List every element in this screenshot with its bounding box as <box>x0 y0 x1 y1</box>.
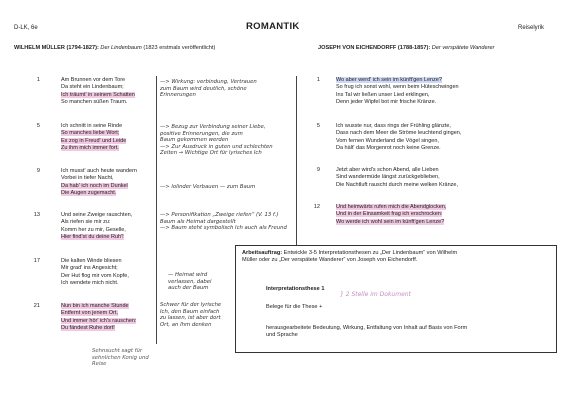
note-line: —> Wirkung: verbindung, Vertrauen <box>160 79 257 85</box>
method-line: und Sprache <box>266 332 298 339</box>
note-line: verlassen, dabei <box>168 278 212 285</box>
verse-line: Und in der Einsamkeit frag ich erschrocken: <box>336 211 443 218</box>
verse-line: Da steht ein Lindenbaum; <box>61 84 124 91</box>
note-line: auch der Baum <box>168 285 209 292</box>
verse-line: Als riefen sie mir zu: <box>61 219 111 226</box>
verse-line: Ich wusste nur, dass rings der Frühling glänzte, <box>336 123 451 129</box>
line-number: 12 <box>313 204 320 210</box>
verse-line: Da hält' das Morgenrot noch keine Grenze. <box>336 145 441 152</box>
verse-line: Du fändest Ruhe dort! <box>61 325 115 332</box>
line-number: 1 <box>316 77 320 83</box>
note-line: — Heimat wird <box>168 272 208 278</box>
page-title: ROMANTIK <box>246 21 300 32</box>
note-line: —> Personifikation „Zweige riefen“ (V. 13 f.) <box>160 212 279 218</box>
line-number: 1 <box>36 77 40 83</box>
stanza <box>336 204 446 226</box>
stanza <box>61 212 132 242</box>
note-line: Zeiten → Wichtige Ort für lyrisches Ich <box>160 150 262 157</box>
annotation-divider-left <box>156 76 157 344</box>
handwritten-note <box>92 348 149 368</box>
stanza <box>61 123 126 153</box>
handwritten-note <box>168 272 212 292</box>
verse-line: Mir grad' ins Angesicht; <box>61 265 118 272</box>
task-text <box>242 250 554 265</box>
left-poem-heading <box>14 45 215 51</box>
verse-line: Ich musst' auch heute wandern <box>61 168 137 174</box>
note-line: —> Bezug zur Verbindung seiner Liebe, <box>160 124 266 130</box>
note-line: Erinnerungen <box>160 92 196 99</box>
right-poem-title: Der verspätete Wanderer <box>431 45 495 51</box>
task-text-line: Müller oder zu „Der verspätete Wanderer“ von Joseph von Eichendorff. <box>242 257 418 264</box>
line-number: 17 <box>33 258 40 264</box>
handwritten-hint: } 2 Stelle im Dokument <box>340 291 411 298</box>
left-poem-note: (1823 erstmals veröffentlicht) <box>143 45 216 51</box>
note-line: —> Baum steht symbolisch Ich auch als Freund <box>160 225 287 232</box>
verse-line: Sind wandermüde längst zurückgeblieben, <box>336 174 440 181</box>
task-box <box>235 245 557 353</box>
line-number: 9 <box>316 167 320 173</box>
note-line: Sehnsucht sagt für <box>92 348 143 354</box>
left-poem-title: Der Lindenbaum <box>100 45 142 51</box>
stanza <box>61 258 129 288</box>
line-number: 13 <box>33 212 40 218</box>
line-number: 5 <box>316 123 320 129</box>
handwritten-note <box>160 212 287 232</box>
right-poem-heading <box>318 45 494 51</box>
handwritten-note <box>160 302 221 328</box>
note-line: —> Zur Ausdruck in guten und schlechten <box>160 143 273 150</box>
course-label: D-LK, 6e <box>14 25 38 31</box>
verse-line: So frug ich sonst wohl, wenn beim Hüteschwingen <box>336 84 459 91</box>
note-line: Schwer für der lyrische <box>160 302 222 308</box>
verse-line: Ich wendete mich nicht. <box>61 280 119 287</box>
verse-line: So manches liebe Wort; <box>61 130 120 137</box>
stanza <box>61 77 135 107</box>
stanza <box>61 303 136 333</box>
stanza <box>61 168 137 198</box>
note-line: positive Erinnerungen, die zum <box>160 130 243 137</box>
verse-line: Die Augen zugemacht. <box>61 190 117 197</box>
verse-line: Die kalten Winde bliesen <box>61 258 122 264</box>
verse-line: Zu ihm mich immer fort. <box>61 145 119 152</box>
verse-line: Ins Tal wir ließen unser Lied erklingen, <box>336 91 430 98</box>
verse-line: Ich schnitt in seine Rinde <box>61 123 123 129</box>
line-number: 5 <box>36 123 40 129</box>
task-text-line: Entwickle 3-5 Interpretationsthesen zu „Der Lindenbaum“ von Wilhelm <box>283 250 458 256</box>
note-line: —> lolinder Verbauen — zum Baum <box>160 184 256 190</box>
verse-line: Dass nach dem Meer die Ströme leuchtend gingen, <box>336 130 462 137</box>
handwritten-note <box>160 79 257 99</box>
verse-line: Am Brunnen vor dem Tore <box>61 77 126 83</box>
note-line: Ort, an Ihm denken <box>160 321 212 328</box>
note-line: sehnlichen Konig und <box>92 354 149 361</box>
verse-line: Vorbei in tiefer Nacht, <box>61 175 114 182</box>
verse-line: Wo werde ich wohl sein im künft'gen Lenze? <box>336 218 445 225</box>
verse-line: Denn jeder Wipfel bot mir frische Kränze. <box>336 99 437 106</box>
stanza <box>336 123 461 153</box>
method-text <box>266 325 467 340</box>
task-label: Arbeitsauftrag: <box>242 250 283 256</box>
verse-line: So manchen süßen Traum. <box>61 99 128 106</box>
note-line: Baum als Heimat dargestellt <box>160 218 236 225</box>
note-line: Baum gekommen werden <box>160 137 229 144</box>
note-line: Reise <box>92 361 107 368</box>
verse-line: Ich träumt' in seinem Schatten <box>61 91 135 98</box>
handwritten-note <box>160 124 273 157</box>
evidence-label: Belege für die These + <box>266 304 323 310</box>
verse-line: Der Hut flog mir vom Kopfe, <box>61 272 129 279</box>
stanza <box>336 77 459 107</box>
note-line: zum Baum wird deutlich, schöne <box>160 85 247 92</box>
verse-line: Die Nachtluft rauscht durch meine welken Kränze, <box>336 181 458 188</box>
verse-line: Und immer hör' ich's rauschen: <box>61 317 137 324</box>
verse-line: Komm her zu mir, Geselle, <box>61 226 126 233</box>
genre-label: Reiselyrik <box>518 25 545 31</box>
verse-line: Hier find'st du deine Ruh'! <box>61 234 124 241</box>
handwritten-note <box>160 184 255 191</box>
note-line: zu lassen, ist aber dort <box>160 315 221 322</box>
note-line: Ich, den Baum einfach <box>160 308 220 315</box>
method-line: herausgearbeitete Bedeutung, Wirkung, Entfaltung von Inhalt auf Basis von Form <box>266 325 468 331</box>
verse-line: Nun bin ich manche Stunde <box>61 303 129 309</box>
verse-line: Und heimwärts rufen mich die Abendglocken, <box>336 204 447 210</box>
line-number: 21 <box>33 303 40 309</box>
verse-line: Entfernt von jenem Ort, <box>61 310 118 317</box>
verse-line: Und seine Zweige rauschten, <box>61 212 133 218</box>
left-poem-author: WILHELM MÜLLER (1794-1827): <box>14 45 99 51</box>
line-number: 9 <box>36 168 40 174</box>
verse-line: Da hab' ich noch im Dunkel <box>61 182 128 189</box>
verse-line: Es zog in Freud' und Leide <box>61 137 127 144</box>
verse-line: Vom fernen Wunderland die Vögel singen, <box>336 137 439 144</box>
thesis-label: Interpretationsthese 1 <box>266 286 325 292</box>
stanza <box>336 167 458 189</box>
right-poem-author: JOSEPH VON EICHENDORFF (1788-1857): <box>318 45 431 51</box>
verse-line: Jetzt aber wird's schon Abend, alle Lieben <box>336 167 439 173</box>
verse-line: Wo aber werd' ich sein im künft'gen Lenze? <box>336 77 442 83</box>
